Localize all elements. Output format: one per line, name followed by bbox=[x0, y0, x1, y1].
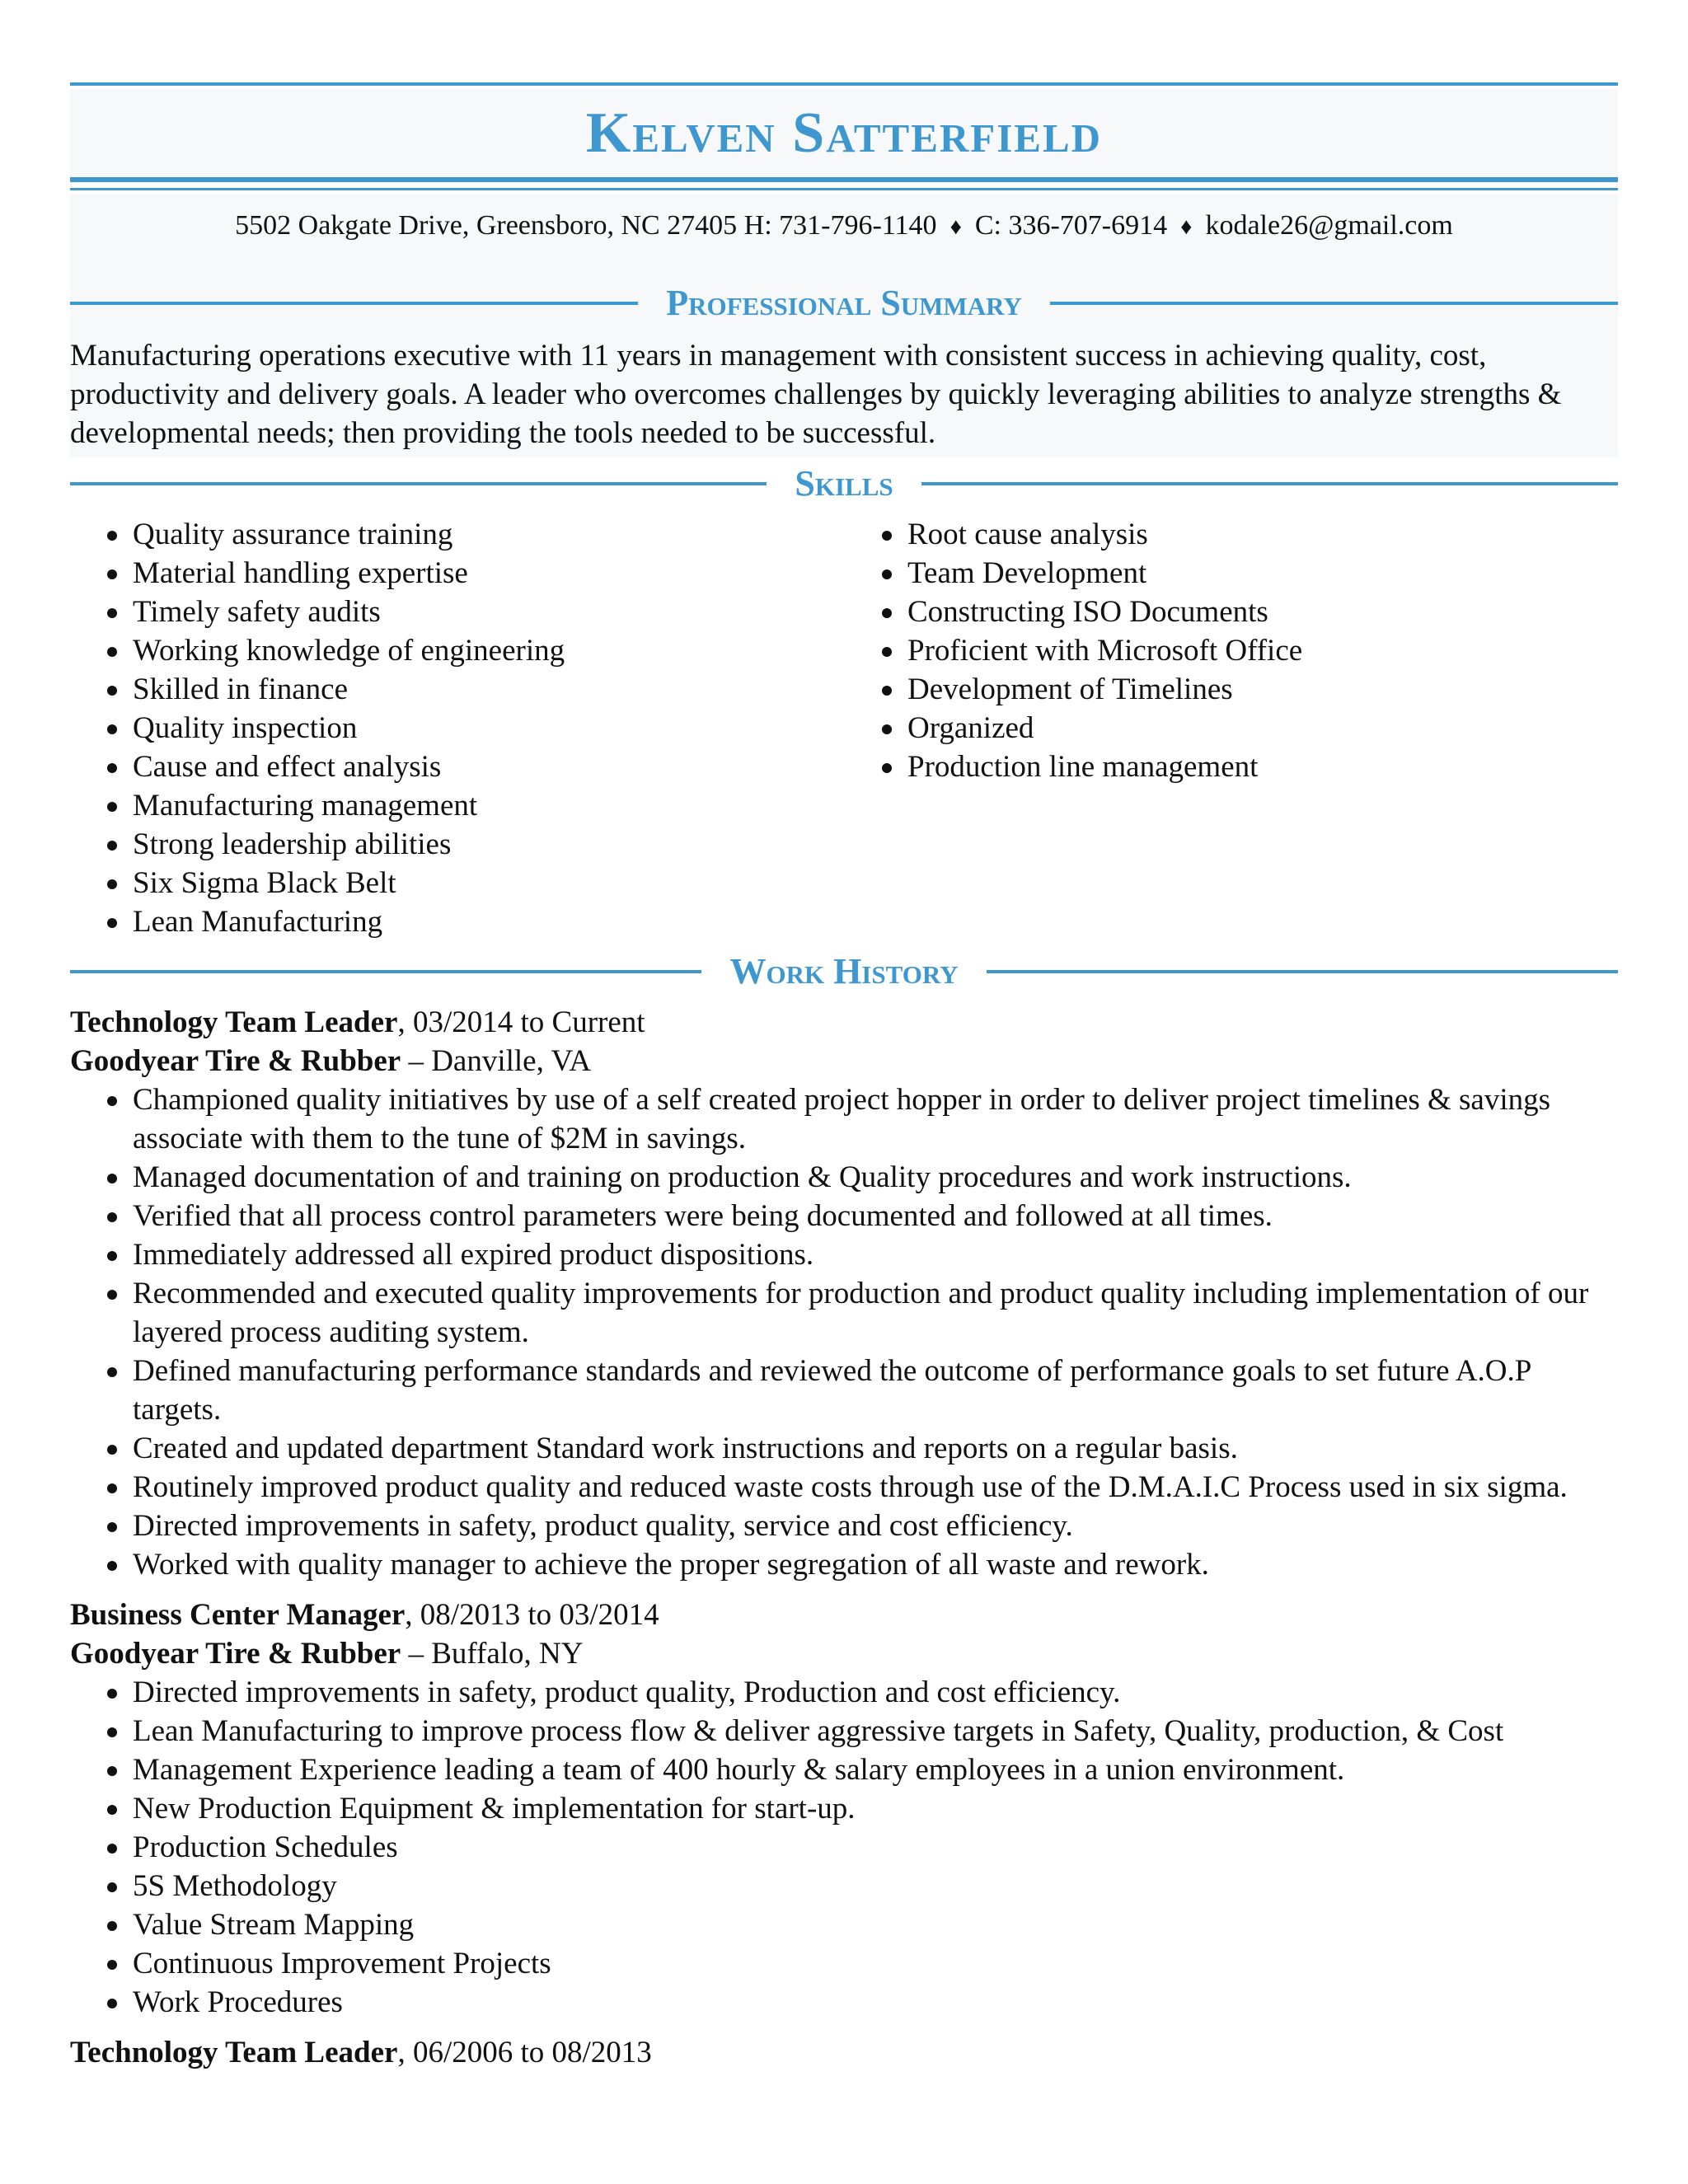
job-bullet: Directed improvements in safety, product quality, Production and cost efficiency. bbox=[70, 1673, 1618, 1712]
skill-item: Production line management bbox=[845, 748, 1618, 786]
skill-item: Root cause analysis bbox=[845, 515, 1618, 554]
diamond-separator-icon: ♦ bbox=[1180, 214, 1193, 240]
heading-rule-left bbox=[70, 302, 638, 305]
work-history-block bbox=[70, 1003, 1618, 2072]
job-location: – Danville, VA bbox=[401, 1044, 592, 1078]
home-phone: H: 731-796-1140 bbox=[743, 210, 937, 241]
skills-columns bbox=[70, 515, 1618, 941]
job-bullet: Directed improvements in safety, product quality, service and cost efficiency. bbox=[70, 1507, 1618, 1545]
skill-item: Constructing ISO Documents bbox=[845, 593, 1618, 631]
heading-rule-left bbox=[70, 482, 767, 485]
skill-item: Proficient with Microsoft Office bbox=[845, 631, 1618, 670]
skills-heading bbox=[70, 463, 1618, 504]
skills-title: Skills bbox=[795, 463, 893, 504]
job-bullet: Worked with quality manager to achieve the proper segregation of all waste and rework. bbox=[70, 1545, 1618, 1584]
summary-text-block bbox=[70, 336, 1618, 452]
name-rule-thin bbox=[70, 188, 1618, 190]
job-dates: , 03/2014 to Current bbox=[397, 1005, 645, 1039]
job-bullet: Recommended and executed quality improvements for production and product quality including implementation of our layered process auditing system. bbox=[70, 1274, 1618, 1352]
skills-list-left bbox=[70, 515, 845, 941]
job-company: Goodyear Tire & Rubber bbox=[70, 1044, 401, 1078]
job-bullet: Continuous Improvement Projects bbox=[70, 1944, 1618, 1983]
job-bullet: Lean Manufacturing to improve process flow & deliver aggressive targets in Safety, Quality, production, & Cost bbox=[70, 1712, 1618, 1750]
skill-item: Quality inspection bbox=[70, 709, 845, 748]
work-title: Work History bbox=[729, 951, 959, 991]
job-bullet: Value Stream Mapping bbox=[70, 1905, 1618, 1944]
heading-rule-right bbox=[921, 482, 1618, 485]
skill-item: Strong leadership abilities bbox=[70, 825, 845, 864]
skill-item: Cause and effect analysis bbox=[70, 748, 845, 786]
diamond-separator-icon: ♦ bbox=[950, 214, 962, 240]
heading-rule-right bbox=[1050, 302, 1618, 305]
job-bullets bbox=[70, 1080, 1618, 1584]
job-company-line bbox=[70, 1042, 1618, 1080]
job-bullet: Production Schedules bbox=[70, 1828, 1618, 1867]
name-rule-thick bbox=[70, 177, 1618, 182]
job-bullet: 5S Methodology bbox=[70, 1867, 1618, 1905]
job-location: – Buffalo, NY bbox=[401, 1637, 584, 1671]
cell-phone: C: 336-707-6914 bbox=[974, 210, 1168, 241]
job-dates: , 06/2006 to 08/2013 bbox=[397, 2036, 652, 2069]
skill-item: Lean Manufacturing bbox=[70, 902, 845, 941]
heading-rule-right bbox=[987, 970, 1618, 973]
skill-item: Manufacturing management bbox=[70, 786, 845, 825]
job-bullet: Created and updated department Standard work instructions and reports on a regular basis. bbox=[70, 1429, 1618, 1468]
job-bullets bbox=[70, 1673, 1618, 2022]
skill-item: Team Development bbox=[845, 554, 1618, 593]
skill-item: Six Sigma Black Belt bbox=[70, 864, 845, 902]
skill-item: Timely safety audits bbox=[70, 593, 845, 631]
job-title-line bbox=[70, 1596, 1618, 1634]
job-role: Technology Team Leader bbox=[70, 1005, 398, 1039]
skill-item: Skilled in finance bbox=[70, 670, 845, 709]
job-bullet: Defined manufacturing performance standards and reviewed the outcome of performance goals to set future A.O.P targets. bbox=[70, 1352, 1618, 1429]
skill-item: Quality assurance training bbox=[70, 515, 845, 554]
candidate-name: Kelven Satterfield bbox=[585, 101, 1103, 165]
job-bullet: Immediately addressed all expired product dispositions. bbox=[70, 1235, 1618, 1274]
contact-line bbox=[70, 208, 1618, 246]
address: 5502 Oakgate Drive, Greensboro, NC 27405 bbox=[235, 210, 738, 241]
job-title-line bbox=[70, 2033, 1618, 2072]
heading-rule-left bbox=[70, 970, 701, 973]
job-role: Business Center Manager bbox=[70, 1598, 406, 1632]
job-bullet: Routinely improved product quality and reduced waste costs through use of the D.M.A.I.C Process used in six sigma. bbox=[70, 1468, 1618, 1507]
job-company: Goodyear Tire & Rubber bbox=[70, 1637, 401, 1671]
job-dates: , 08/2013 to 03/2014 bbox=[405, 1598, 659, 1632]
job-bullet: Verified that all process control parameters were being documented and followed at all times. bbox=[70, 1197, 1618, 1235]
job-role: Technology Team Leader bbox=[70, 2036, 398, 2069]
job-bullet: Management Experience leading a team of 400 hourly & salary employees in a union environment. bbox=[70, 1750, 1618, 1789]
job-bullet: Work Procedures bbox=[70, 1983, 1618, 2022]
summary-heading bbox=[70, 283, 1618, 324]
top-rule bbox=[70, 82, 1618, 86]
skills-list-right bbox=[845, 515, 1618, 941]
job-company-line bbox=[70, 1634, 1618, 1673]
skill-item: Material handling expertise bbox=[70, 554, 845, 593]
work-heading bbox=[70, 951, 1618, 992]
job-bullet: Championed quality initiatives by use of a self created project hopper in order to deliver project timelines & savings associate with them to the tune of $2M in savings. bbox=[70, 1080, 1618, 1158]
job-title-line bbox=[70, 1003, 1618, 1042]
skill-item: Organized bbox=[845, 709, 1618, 748]
job-bullet: New Production Equipment & implementation for start-up. bbox=[70, 1789, 1618, 1828]
summary-text: Manufacturing operations executive with 11 years in management with consistent success in achieving quality, cost, productivity and delivery goals. A leader who overcomes challenges by quickly leveraging abilities to analyze strengths & developmental needs; then providing the tools needed to be successful. bbox=[70, 339, 1562, 450]
summary-title: Professional Summary bbox=[666, 283, 1022, 323]
job-bullet: Managed documentation of and training on production & Quality procedures and work instructions. bbox=[70, 1158, 1618, 1197]
skill-item: Working knowledge of engineering bbox=[70, 631, 845, 670]
email: kodale26@gmail.com bbox=[1205, 210, 1453, 241]
skill-item: Development of Timelines bbox=[845, 670, 1618, 709]
